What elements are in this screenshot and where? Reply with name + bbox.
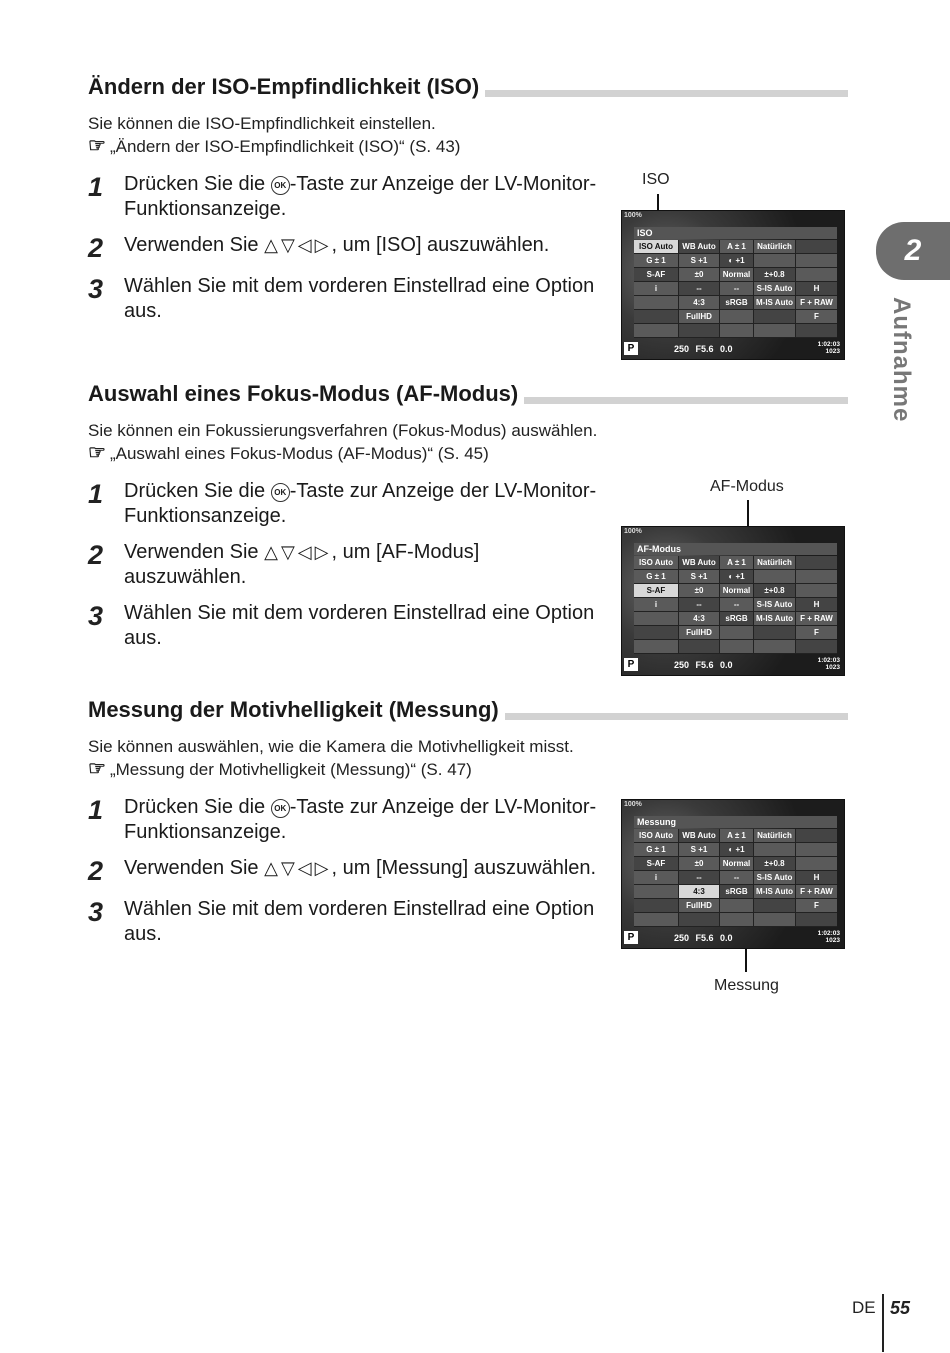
intro: Sie können ein Fokussierungsverfahren (Fokus-Modus) auswählen. ☞ „Auswahl eines Fokus-Modus (AF-Modus)“ (S. 45) [88, 419, 848, 465]
function-cell [754, 254, 795, 267]
arrow-keys-icon: △▽◁▷ [264, 542, 332, 562]
function-cell: i [634, 282, 678, 295]
function-cell [796, 324, 837, 337]
function-cell: 4:3 [679, 885, 719, 898]
mode-indicator: P [624, 342, 638, 355]
chapter-label: Aufnahme [888, 297, 915, 423]
function-cell: S +1 [679, 570, 719, 583]
function-cell [634, 324, 678, 337]
function-cell [796, 268, 837, 281]
remaining: 1:02:03 1023 [817, 341, 840, 355]
function-cell: i [634, 598, 678, 611]
intro: Sie können auswählen, wie die Kamera die Motivhelligkeit misst. ☞ „Messung der Motivhelligkeit (Messung)“ (S. 47) [88, 735, 848, 781]
callout-iso: ISO [642, 171, 670, 188]
function-cell: sRGB [720, 885, 753, 898]
function-cell: Normal [720, 857, 753, 870]
function-cell [796, 254, 837, 267]
function-cell [796, 584, 837, 597]
function-cell [720, 640, 753, 653]
mode-indicator: P [624, 658, 638, 671]
function-cell [634, 913, 678, 926]
exposure-values: 250 F5.6 0.0 [674, 660, 733, 670]
function-cell [634, 612, 678, 625]
function-cell [796, 640, 837, 653]
function-cell: H [796, 282, 837, 295]
page-footer [852, 1298, 911, 1318]
function-cell: ±0 [679, 584, 719, 597]
function-cell: ±+0.8 [754, 857, 795, 870]
screen-header: Messung [634, 816, 837, 828]
function-cell [634, 640, 678, 653]
function-grid [634, 829, 837, 927]
function-cell [679, 913, 719, 926]
function-cell [754, 899, 795, 912]
function-cell: S-AF [634, 268, 678, 281]
reference-hand-icon: ☞ [88, 758, 104, 780]
language-label: DE [852, 1298, 876, 1317]
step: 2 Verwenden Sie △▽◁▷, um [Messung] auszuwählen. [88, 856, 597, 886]
exposure-values: 250 F5.6 0.0 [674, 344, 733, 354]
ok-button-icon: OK [271, 483, 290, 502]
screen-header: ISO [634, 227, 837, 239]
zoom-badge: 100% [624, 801, 642, 808]
function-cell: S-AF [634, 584, 678, 597]
function-cell [796, 843, 837, 856]
function-cell: M-IS Auto [755, 614, 794, 623]
function-cell: S-IS Auto [754, 598, 795, 611]
function-cell: G ± 1 [634, 843, 678, 856]
exposure-values: 250 F5.6 0.0 [674, 933, 733, 943]
status-bar [624, 930, 842, 946]
arrow-keys-icon: △▽◁▷ [264, 235, 332, 255]
function-cell [679, 640, 719, 653]
function-cell: F + RAW [796, 885, 837, 898]
callout-metering: Messung [714, 977, 779, 994]
function-cell [720, 913, 753, 926]
function-cell: -- [679, 282, 719, 295]
function-cell: -- [720, 282, 753, 295]
function-cell: F + RAW [796, 296, 837, 309]
function-cell: sRGB [720, 296, 753, 309]
function-cell: S +1 [679, 843, 719, 856]
function-cell: FullHD [679, 310, 719, 323]
function-cell: 4:3 [679, 296, 719, 309]
function-cell [796, 829, 837, 842]
function-cell [796, 240, 837, 253]
zoom-badge: 100% [624, 528, 642, 535]
function-cell: FullHD [679, 899, 719, 912]
function-cell [796, 556, 837, 569]
function-cell: ±+0.8 [754, 584, 795, 597]
section-title: Auswahl eines Fokus-Modus (AF-Modus) [88, 381, 848, 407]
camera-screen [621, 526, 845, 676]
function-cell [720, 899, 753, 912]
step: 2 Verwenden Sie △▽◁▷, um [ISO] auszuwählen. [88, 233, 550, 263]
function-cell: S-IS Auto [754, 871, 795, 884]
camera-screen [621, 799, 845, 949]
chapter-tab: 2 [876, 222, 950, 280]
function-cell: A ± 1 [720, 829, 753, 842]
function-cell: S-AF [634, 857, 678, 870]
reference: ☞ „Messung der Motivhelligkeit (Messung)“ (S. 47) [88, 758, 472, 780]
function-cell [754, 640, 795, 653]
function-cell: G ± 1 [634, 570, 678, 583]
function-cell [754, 626, 795, 639]
function-cell [796, 570, 837, 583]
function-cell: S-IS Auto [754, 282, 795, 295]
step: 1 Drücken Sie die OK -Taste zur Anzeige der LV-Monitor-Funktionsanzeige. [88, 172, 597, 220]
function-cell [720, 324, 753, 337]
footer-divider [882, 1294, 884, 1352]
function-cell: S +1 [679, 254, 719, 267]
ok-button-icon: OK [271, 176, 290, 195]
function-cell: -- [679, 598, 719, 611]
function-cell: FullHD [679, 626, 719, 639]
function-cell: F [796, 626, 837, 639]
function-cell: A ± 1 [720, 240, 753, 253]
function-cell [679, 324, 719, 337]
function-cell [754, 324, 795, 337]
function-cell: i [634, 871, 678, 884]
arrow-keys-icon: △▽◁▷ [264, 858, 332, 878]
function-cell [754, 310, 795, 323]
function-cell [634, 899, 678, 912]
function-cell: 4:3 [679, 612, 719, 625]
function-grid [634, 240, 837, 338]
function-cell: ◐ +1 [720, 570, 753, 583]
step: 3 Wählen Sie mit dem vorderen Einstellrad eine Option aus. [88, 601, 595, 649]
reference: ☞ „Auswahl eines Fokus-Modus (AF-Modus)“ (S. 45) [88, 442, 489, 464]
function-cell [720, 626, 753, 639]
function-cell: sRGB [720, 612, 753, 625]
mode-indicator: P [624, 931, 638, 944]
function-cell [754, 843, 795, 856]
function-cell: Natürlich [754, 556, 795, 569]
screen-header: AF-Modus [634, 543, 837, 555]
reference-hand-icon: ☞ [88, 442, 104, 464]
step: 1 Drücken Sie die OK -Taste zur Anzeige der LV-Monitor-Funktionsanzeige. [88, 795, 597, 843]
function-cell: M-IS Auto [755, 298, 794, 307]
function-cell [796, 913, 837, 926]
reference: ☞ „Ändern der ISO-Empfindlichkeit (ISO)“ (S. 43) [88, 135, 461, 157]
function-cell: -- [720, 598, 753, 611]
function-cell: ±0 [679, 268, 719, 281]
function-cell: ◐ +1 [720, 254, 753, 267]
function-cell [754, 913, 795, 926]
status-bar [624, 657, 842, 673]
function-cell: A ± 1 [720, 556, 753, 569]
function-cell [634, 296, 678, 309]
function-cell: Natürlich [754, 829, 795, 842]
function-cell: ±0 [679, 857, 719, 870]
function-cell: H [796, 871, 837, 884]
function-cell [634, 885, 678, 898]
function-cell [720, 310, 753, 323]
function-cell: M-IS Auto [755, 887, 794, 896]
function-cell: F [796, 310, 837, 323]
reference-hand-icon: ☞ [88, 135, 104, 157]
function-cell: -- [679, 871, 719, 884]
function-cell: WB Auto [679, 240, 719, 253]
zoom-badge: 100% [624, 212, 642, 219]
function-cell: G ± 1 [634, 254, 678, 267]
remaining: 1:02:03 1023 [817, 657, 840, 671]
function-cell: ◐ +1 [720, 843, 753, 856]
callout-af-mode: AF-Modus [710, 478, 784, 495]
function-cell: Natürlich [754, 240, 795, 253]
function-grid [634, 556, 837, 654]
function-cell [796, 857, 837, 870]
step: 3 Wählen Sie mit dem vorderen Einstellrad eine Option aus. [88, 274, 595, 322]
step: 1 Drücken Sie die OK -Taste zur Anzeige der LV-Monitor-Funktionsanzeige. [88, 479, 597, 527]
function-cell: H [796, 598, 837, 611]
function-cell: F [796, 899, 837, 912]
function-cell: F + RAW [796, 612, 837, 625]
function-cell [634, 626, 678, 639]
step: 2 Verwenden Sie △▽◁▷, um [AF-Modus] auszuwählen. [88, 540, 480, 588]
function-cell [754, 570, 795, 583]
function-cell: WB Auto [679, 829, 719, 842]
intro: Sie können die ISO-Empfindlichkeit einstellen. ☞ „Ändern der ISO-Empfindlichkeit (ISO)“ (S. 43) [88, 112, 848, 158]
function-cell: Normal [720, 584, 753, 597]
function-cell: ISO Auto [634, 829, 678, 842]
function-cell [634, 310, 678, 323]
function-cell: WB Auto [679, 556, 719, 569]
function-cell: Normal [720, 268, 753, 281]
section-title: Messung der Motivhelligkeit (Messung) [88, 697, 848, 723]
ok-button-icon: OK [271, 799, 290, 818]
section-title: Ändern der ISO-Empfindlichkeit (ISO) [88, 74, 848, 100]
remaining: 1:02:03 1023 [817, 930, 840, 944]
function-cell: -- [720, 871, 753, 884]
step: 3 Wählen Sie mit dem vorderen Einstellrad eine Option aus. [88, 897, 595, 945]
function-cell: ISO Auto [634, 556, 678, 569]
function-cell: ISO Auto [634, 240, 678, 253]
page-number: 55 [890, 1298, 911, 1318]
function-cell: ±+0.8 [754, 268, 795, 281]
status-bar [624, 341, 842, 357]
camera-screen [621, 210, 845, 360]
